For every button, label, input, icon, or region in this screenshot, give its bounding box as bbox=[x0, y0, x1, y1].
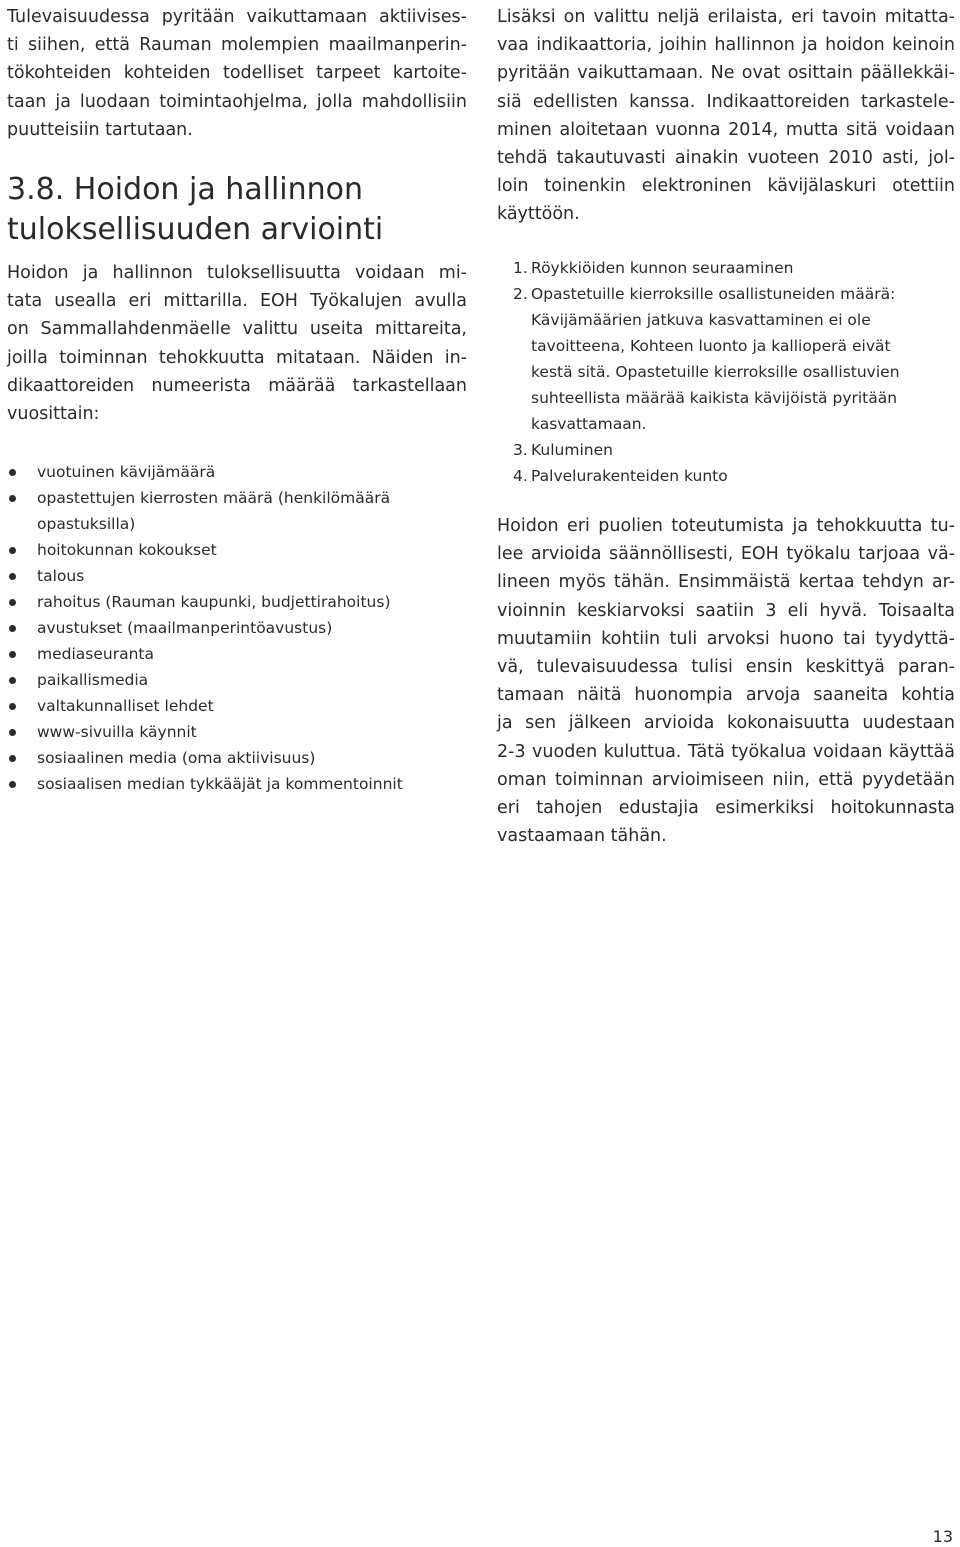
bullet-dot-icon bbox=[9, 677, 16, 684]
evaluation-paragraph bbox=[497, 512, 955, 850]
numbered-list-item bbox=[497, 255, 900, 281]
indicators-paragraph bbox=[497, 3, 955, 229]
text-line: tökohteiden kohteiden todelliset tarpeet kartoite- bbox=[7, 63, 467, 84]
list-item-text: valtakunnalliset lehdet bbox=[37, 697, 214, 715]
text-line: Tulevaisuudessa pyritään vaikuttamaan aktiivises- bbox=[7, 7, 467, 27]
indicator-bullet-list bbox=[7, 459, 403, 797]
list-item bbox=[7, 693, 403, 719]
list-item-text: Kuluminen bbox=[531, 441, 613, 459]
text-line: ja sen jälkeen arvioida kokonaisuutta uudestaan bbox=[497, 713, 955, 734]
list-item-text: sosiaalisen median tykkääjät ja kommentoinnit bbox=[37, 775, 403, 793]
text-line: puutteisiin tartutaan. bbox=[7, 119, 193, 140]
text-line: 2-3 vuoden kuluttua. Tätä työkalua voidaan käyttää bbox=[497, 741, 955, 762]
indicator-numbered-list bbox=[497, 255, 900, 489]
text-line: lineen myös tähän. Ensimmäistä kertaa tehdyn ar- bbox=[497, 572, 955, 593]
text-line: käyttöön. bbox=[497, 204, 580, 225]
text-line: Lisäksi on valittu neljä erilaista, eri tavoin mitatta- bbox=[497, 7, 955, 27]
list-item-text: Opastetuille kierroksille osallistuneiden määrä: bbox=[531, 285, 896, 303]
list-item-text: suhteellista määrää kaikista kävijöistä pyritään bbox=[531, 389, 898, 407]
section-heading bbox=[7, 170, 383, 250]
list-item-text: hoitokunnan kokoukset bbox=[37, 541, 217, 559]
text-line: tehdä takautuvasti ainakin vuoteen 2010 asti, jol- bbox=[497, 148, 955, 169]
list-item-text: vuotuinen kävijämäärä bbox=[37, 463, 216, 481]
bullet-dot-icon bbox=[9, 573, 16, 580]
bullet-dot-icon bbox=[9, 703, 16, 710]
text-line: tamaan näitä huonompia arvoja saaneita kohtia bbox=[497, 685, 955, 706]
text-line: vä, tulevaisuudessa tulisi ensin keskittyä paran- bbox=[497, 657, 955, 678]
list-item bbox=[7, 667, 403, 693]
list-item bbox=[7, 485, 403, 537]
text-line: vuosittain: bbox=[7, 404, 100, 425]
section-paragraph bbox=[7, 259, 467, 428]
text-line: lee arvioida säännöllisesti, EOH työkalu tarjoaa vä- bbox=[497, 544, 955, 565]
text-line: vaa indikaattoria, joihin hallinnon ja hoidon keinoin bbox=[497, 35, 955, 56]
text-line: Hoidon ja hallinnon tuloksellisuutta voidaan mi- bbox=[7, 263, 467, 283]
list-number: 3. bbox=[513, 441, 528, 459]
text-line: minen aloitetaan vuonna 2014, mutta sitä voidaan bbox=[497, 119, 955, 140]
text-line: loin toinenkin elektroninen kävijälaskuri otettiin bbox=[497, 176, 955, 197]
text-line: tata usealla eri mittarilla. EOH Työkalujen avulla bbox=[7, 291, 467, 312]
text-line: dikaattoreiden numeerista määrää tarkastellaan bbox=[7, 375, 467, 396]
text-line: vioinnin keskiarvoksi saatiin 3 eli hyvä. Toisaalta bbox=[497, 600, 955, 621]
list-item-text: tavoitteena, Kohteen luonto ja kallioperä eivät bbox=[531, 337, 891, 355]
bullet-dot-icon bbox=[9, 599, 16, 606]
list-item-text: Röykkiöiden kunnon seuraaminen bbox=[531, 259, 794, 277]
text-line: siä edellisten kanssa. Indikaattoreiden tarkastele- bbox=[497, 91, 955, 112]
text-line: vastaamaan tähän. bbox=[497, 826, 667, 847]
text-line: ti siihen, että Rauman molempien maailmanperin- bbox=[7, 35, 467, 56]
list-number: 2. bbox=[513, 285, 528, 303]
numbered-list-item bbox=[497, 437, 900, 463]
list-item-text: sosiaalinen media (oma aktiivisuus) bbox=[37, 749, 316, 767]
bullet-dot-icon bbox=[9, 625, 16, 632]
list-item-text: kasvattamaan. bbox=[531, 415, 647, 433]
list-item-text: Kävijämäärien jatkuva kasvattaminen ei ole bbox=[531, 311, 871, 329]
list-item-text: mediaseuranta bbox=[37, 645, 154, 663]
numbered-list-item bbox=[497, 463, 900, 489]
text-line: pyritään vaikuttamaan. Ne ovat osittain päällekkäi- bbox=[497, 63, 955, 84]
list-item-text: avustukset (maailmanperintöavustus) bbox=[37, 619, 333, 637]
list-item-text: rahoitus (Rauman kaupunki, budjettirahoitus) bbox=[37, 593, 391, 611]
text-line: on Sammallahdenmäelle valittu useita mittareita, bbox=[7, 319, 467, 340]
list-item bbox=[7, 745, 403, 771]
list-number: 4. bbox=[513, 467, 528, 485]
list-number: 1. bbox=[513, 259, 528, 277]
list-item-text: www-sivuilla käynnit bbox=[37, 723, 197, 741]
text-line: Hoidon eri puolien toteutumista ja tehokkuutta tu- bbox=[497, 516, 955, 536]
bullet-dot-icon bbox=[9, 781, 16, 788]
list-item-text: Palvelurakenteiden kunto bbox=[531, 467, 728, 485]
list-item bbox=[7, 719, 403, 745]
list-item bbox=[7, 641, 403, 667]
list-item bbox=[7, 615, 403, 641]
list-item-text: paikallismedia bbox=[37, 671, 149, 689]
list-item bbox=[7, 459, 403, 485]
bullet-dot-icon bbox=[9, 729, 16, 736]
numbered-list-item bbox=[497, 281, 900, 437]
list-item bbox=[7, 771, 403, 797]
text-line: taan ja luodaan toimintaohjelma, jolla mahdollisiin bbox=[7, 91, 467, 112]
list-item bbox=[7, 537, 403, 563]
text-line: 3.8. Hoidon ja hallinnon bbox=[7, 172, 364, 207]
bullet-dot-icon bbox=[9, 755, 16, 762]
list-item-text: opastettujen kierrosten määrä (henkilömäärä bbox=[37, 489, 391, 507]
list-item-text: kestä sitä. Opastetuille kierroksille osallistuvien bbox=[531, 363, 900, 381]
list-item-text: opastuksilla) bbox=[37, 515, 136, 533]
text-line: tuloksellisuuden arviointi bbox=[7, 212, 384, 247]
text-line: muutamiin kohtiin tuli arvoksi huono tai tyydyttä- bbox=[497, 628, 955, 649]
bullet-dot-icon bbox=[9, 651, 16, 658]
list-item bbox=[7, 563, 403, 589]
text-line: oman toiminnan arvioimiseen niin, että pyydetään bbox=[497, 769, 955, 790]
text-line: eri tahojen edustajia esimerkiksi hoitokunnasta bbox=[497, 798, 955, 819]
bullet-dot-icon bbox=[9, 469, 16, 476]
bullet-dot-icon bbox=[9, 495, 16, 502]
bullet-dot-icon bbox=[9, 547, 16, 554]
list-item-text: talous bbox=[37, 567, 85, 585]
text-line: joilla toiminnan tehokkuutta mitataan. Näiden in- bbox=[7, 347, 467, 368]
list-item bbox=[7, 589, 403, 615]
intro-paragraph bbox=[7, 3, 467, 144]
page-number: 13 bbox=[932, 1527, 953, 1546]
